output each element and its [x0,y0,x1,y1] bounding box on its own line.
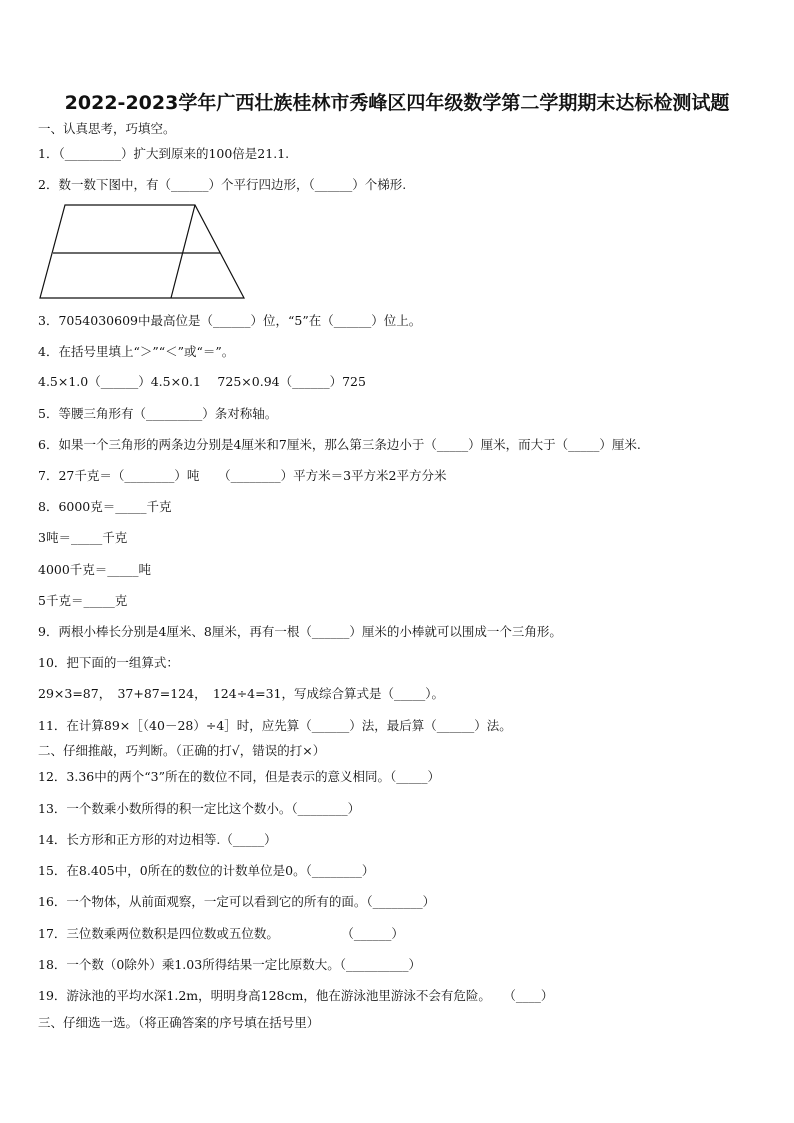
question-1: 1．（_________）扩大到原来的100倍是21.1. [38,146,290,161]
question-4-items: 4.5×1.0（______）4.5×0.1 725×0.94（______）725 [38,374,366,389]
page-title: 2022-2023学年广西壮族桂林市秀峰区四年级数学第二学期期末达标检测试题 [64,92,730,114]
question-13: 13．一个数乘小数所得的积一定比这个数小。（________） [38,801,361,816]
slanted-divider [171,205,195,298]
question-8-d: 5千克＝_____克 [38,593,128,608]
question-5: 5．等腰三角形有（_________）条对称轴。 [38,406,278,421]
question-10-expressions: 29×3=87， 37+87=124， 124÷4=31，写成综合算式是（_____）。 [38,686,444,701]
question-18: 18．一个数（0除外）乘1.03所得结果一定比原数大。（__________） [38,957,421,972]
question-9: 9．两根小棒长分别是4厘米、8厘米，再有一根（______）厘米的小棒就可以围成一个三角形。 [38,624,562,639]
question-3: 3．7054030609中最高位是（______）位，“5”在（______）位上。 [38,313,422,328]
question-14: 14．长方形和正方形的对边相等.（_____） [38,832,277,847]
question-2: 2．数一数下图中，有（______）个平行四边形，（______）个梯形. [38,177,407,192]
section-3-heading: 三、仔细选一选。（将正确答案的序号填在括号里） [38,1015,320,1030]
question-7: 7．27千克＝（________）吨 （________）平方米＝3平方米2平方分米 [38,468,447,483]
question-19: 19．游泳池的平均水深1.2m，明明身高128cm，他在游泳池里游泳不会有危险。 （____） [38,988,554,1003]
trapezoid-figure [38,203,248,303]
question-11: 11．在计算89×［（40－28）÷4］时，应先算（______）法，最后算（______）法。 [38,718,512,733]
section-2-heading: 二、仔细推敲，巧判断。（正确的打√，错误的打×） [38,743,326,758]
question-10: 10．把下面的一组算式： [38,655,179,670]
question-8-c: 4000千克＝_____吨 [38,562,152,577]
question-6: 6．如果一个三角形的两条边分别是4厘米和7厘米，那么第三条边小于（_____）厘米，而大于（_____）厘米. [38,437,641,452]
section-1-heading: 一、认真思考，巧填空。 [38,121,176,136]
question-4: 4．在括号里填上“＞”“＜”或“＝”。 [38,344,235,359]
question-17: 17．三位数乘两位数积是四位数或五位数。 （______） [38,926,404,941]
trapezoid-outline [40,205,244,298]
question-15: 15．在8.405中，0所在的数位的计数单位是0。（________） [38,863,375,878]
question-16: 16．一个物体，从前面观察，一定可以看到它的所有的面。（________） [38,894,436,909]
question-8-b: 3吨＝_____千克 [38,530,128,545]
question-12: 12．3.36中的两个“3”所在的数位不同，但是表示的意义相同。（_____） [38,769,440,784]
question-8-a: 8．6000克＝_____千克 [38,499,172,514]
